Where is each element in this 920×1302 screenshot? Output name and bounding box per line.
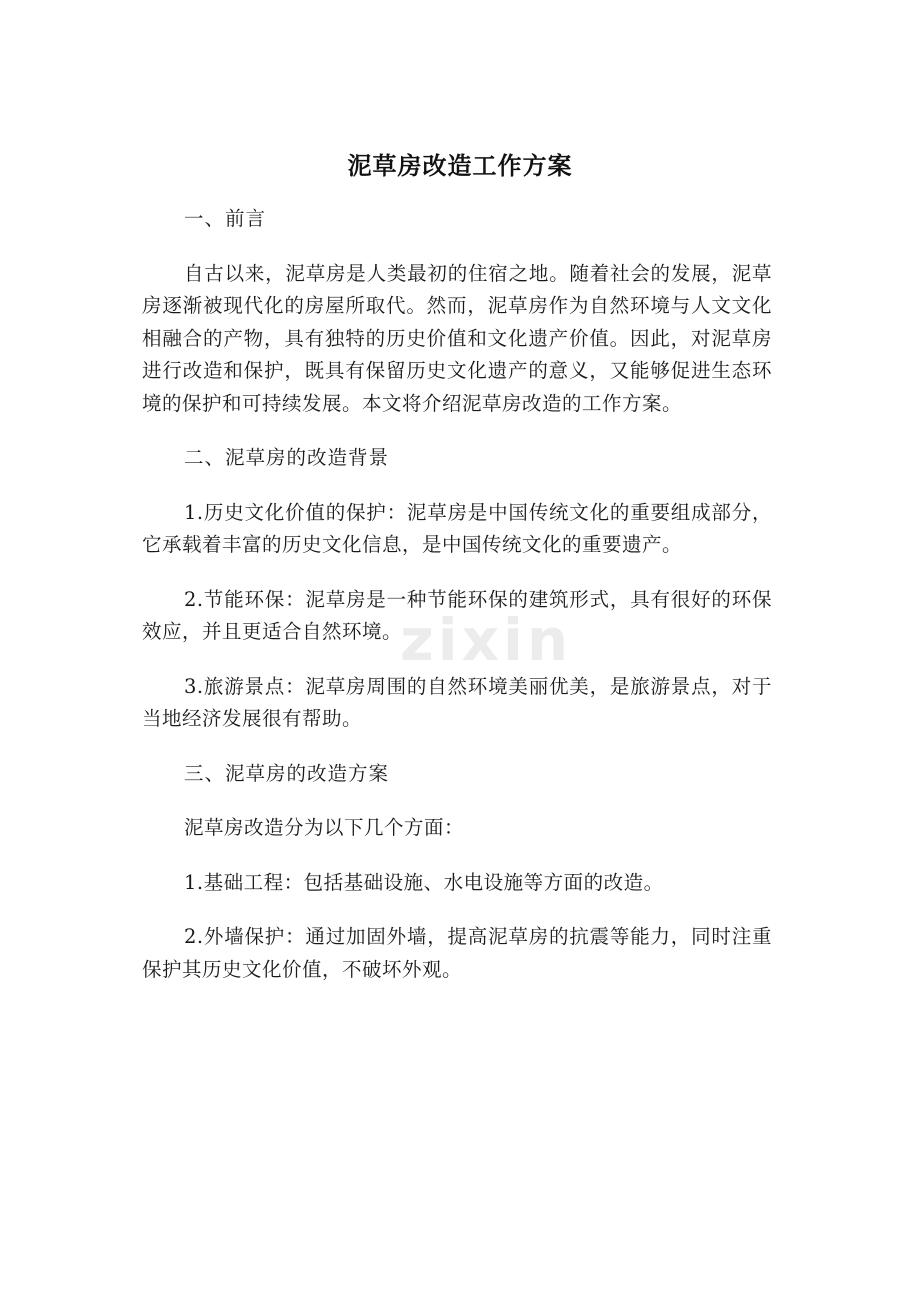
paragraph-background-3: 3.旅游景点：泥草房周围的自然环境美丽优美，是旅游景点，对于当地经济发展很有帮助。: [142, 674, 772, 730]
paragraph-plan-1: 1.基础工程：包括基础设施、水电设施等方面的改造。: [184, 870, 664, 894]
document-body: [142, 203, 772, 1008]
section-heading-plan: 三、泥草房的改造方案: [184, 761, 390, 785]
paragraph-background-1: 1.历史文化价值的保护：泥草房是中国传统文化的重要组成部分，它承载着丰富的历史文化信息，是中国传统文化的重要遗产。: [142, 500, 772, 556]
paragraph-preface: 自古以来，泥草房是人类最初的住宿之地。随着社会的发展，泥草房逐渐被现代化的房屋所取代。然而，泥草房作为自然环境与人文文化相融合的产物，具有独特的历史价值和文化遗产价值。因此，对泥草房进行改造和保护，既具有保留历史文化遗产的意义，又能够促进生态环境的保护和可持续发展。本文将介绍泥草房改造的工作方案。: [142, 261, 772, 415]
paragraph-plan-intro: 泥草房改造分为以下几个方面：: [184, 816, 465, 839]
watermark: zixin: [400, 606, 573, 674]
section-heading-preface: 一、前言: [184, 207, 267, 230]
document-title: 泥草房改造工作方案: [347, 151, 573, 181]
section-heading-background: 二、泥草房的改造背景: [184, 446, 390, 469]
paragraph-background-2: 2.节能环保：泥草房是一种节能环保的建筑形式，具有很好的环保效应，并且更适合自然环境。: [142, 587, 772, 643]
paragraph-plan-2: 2.外墙保护：通过加固外墙，提高泥草房的抗震等能力，同时注重保护其历史文化价值，不破坏外观。: [142, 925, 772, 981]
